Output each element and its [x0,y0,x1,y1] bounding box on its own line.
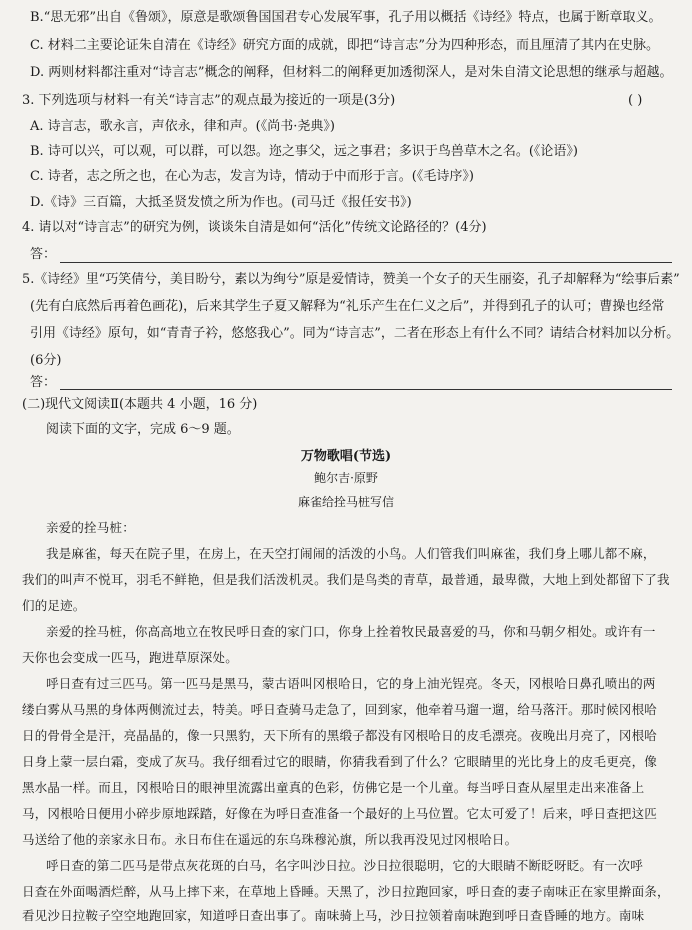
q3-option-c: C. 诗者，志之所之也，在心为志，发言为诗，情动于中而形于言。(《毛诗序》) [30,169,474,184]
q2-option-b: B.“思无邪”出自《鲁颂》，原意是歌颂鲁国国君专心发展军事，孔子用以概括《诗经》特点，也属于断章取义。 [30,10,662,25]
article-line: 日身上蒙一层白霜，变成了灰马。我仔细看过它的眼睛，你猜我看到了什么？它眼睛里的光比身上的皮毛更亮，像 [22,754,658,769]
q5-line-4: (6分) [30,353,62,368]
article-line: 黑水晶一样。而且，冈根哈日的眼神里流露出童真的色彩，仿佛它是一个儿童。每当呼日查从屋里走出来准备上 [22,780,645,795]
q4-stem: 4. 请以对“诗言志”的研究为例，谈谈朱自清是如何“活化”传统文论路径的？(4分) [22,220,487,235]
q5-line-1: 5.《诗经》里“巧笑倩兮，美目盼兮，素以为绚兮”原是爱情诗，赞美一个女子的天生丽姿，孔子却解释为“绘事后素” [22,272,680,287]
article-author: 鲍尔吉·原野 [314,471,378,485]
q3-stem: 3. 下列选项与材料一有关“诗言志”的观点最为接近的一项是(3分) [22,93,396,108]
q3-option-a: A. 诗言志，歌永言，声依永，律和声。(《尚书·尧典》) [30,119,335,134]
article-line: 日查在外面喝酒烂醉，从马上摔下来，在草地上昏睡。天黑了，沙日拉跑回家，呼日查的妻子南味正在家里擀面条， [22,884,670,899]
article-line: 们的足迹。 [22,598,86,613]
article-subtitle: 麻雀给拴马桩写信 [297,495,394,509]
article-line: 呼日查有过三匹马。第一匹马是黑马，蒙古语叫冈根哈日，它的身上油光锃亮。冬天，冈根哈日鼻孔喷出的两 [46,676,656,691]
article-line: 我是麻雀，每天在院子里，在房上，在天空打闹闹的活泼的小鸟。人们管我们叫麻雀，我们身上哪儿都不麻， [46,546,656,561]
article-line: 缕白雾从马黑的身体两侧流过去，特美。呼日查骑马走急了，回到家，他牵着马遛一遛，给马落汗。那时候冈根哈 [22,702,658,717]
q3-option-d: D.《诗》三百篇，大抵圣贤发愤之所为作也。(司马迁《报任安书》) [30,195,412,210]
q4-answer-label: 答： [30,247,57,262]
q3-answer-paren: ( ) [628,93,643,108]
article-line: 马送给了他的亲家永日布。永日布住在遥远的东乌珠穆沁旗，所以我再没见过冈根哈日。 [22,832,518,847]
article-line: 看见沙日拉鞍子空空地跑回家，知道呼日查出事了。南味骑上马，沙日拉领着南味跑到呼日查昏睡的地方。南味 [22,908,645,923]
q4-answer-line[interactable] [60,262,672,263]
section-2-heading: (二)现代文阅读Ⅱ(本题共 4 小题，16 分) [22,397,258,412]
article-line: 亲爱的拴马桩，你高高地立在牧民呼日查的家门口，你身上拴着牧民最喜爱的马，你和马朝夕相处。或许有一 [46,624,656,639]
article-line: 马，冈根哈日便用小碎步原地踩踏，好像在为呼日查准备一个最好的上马位置。它太可爱了！后来，呼日查把这匹 [22,806,658,821]
q2-option-c: C. 材料二主要论证朱自清在《诗经》研究方面的成就，即把“诗言志”分为四种形态，而且厘清了其内在史脉。 [30,38,660,53]
article-line: 天你也会变成一匹马，跑进草原深处。 [22,650,238,665]
article-salutation: 亲爱的拴马桩： [46,520,135,535]
article-line: 呼日查的第二匹马是带点灰花斑的白马，名字叫沙日拉。沙日拉很聪明，它的大眼睛不断眨呀眨。有一次呼 [46,858,643,873]
q5-answer-label: 答： [30,375,57,390]
q5-line-2: (先有白底然后再着色画花)，后来其学生子夏又解释为“礼乐产生在仁义之后”，并得到孔子的认可；曹操也经常 [30,299,665,314]
q3-option-b: B. 诗可以兴，可以观，可以群，可以怨。迩之事父，远之事君；多识于鸟兽草木之名。(《论语》) [30,144,578,159]
q5-answer-line[interactable] [60,389,672,390]
article-line: 我们的叫声不悦耳，羽毛不鲜艳，但是我们活泼机灵。我们是鸟类的青草，最普通，最卑微，大地上到处都留下了我 [22,572,670,587]
q2-option-d: D. 两则材料都注重对“诗言志”概念的阐释，但材料二的阐释更加透彻深人，是对朱自清文论思想的继承与超越。 [30,65,673,80]
q5-line-3: 引用《诗经》原句，如“青青子衿，悠悠我心”。同为“诗言志”，二者在形态上有什么不同？请结合材料加以分析。 [30,326,680,341]
section-2-instruction: 阅读下面的文字，完成 6～9 题。 [46,422,240,437]
article-title: 万物歌唱(节选) [300,449,392,464]
article-line: 日的骨骨全是汗，亮晶晶的，像一只黑豹，天下所有的黑缎子都没有冈根哈日的皮毛漂亮。夜晚出月亮了，冈根哈 [22,728,658,743]
